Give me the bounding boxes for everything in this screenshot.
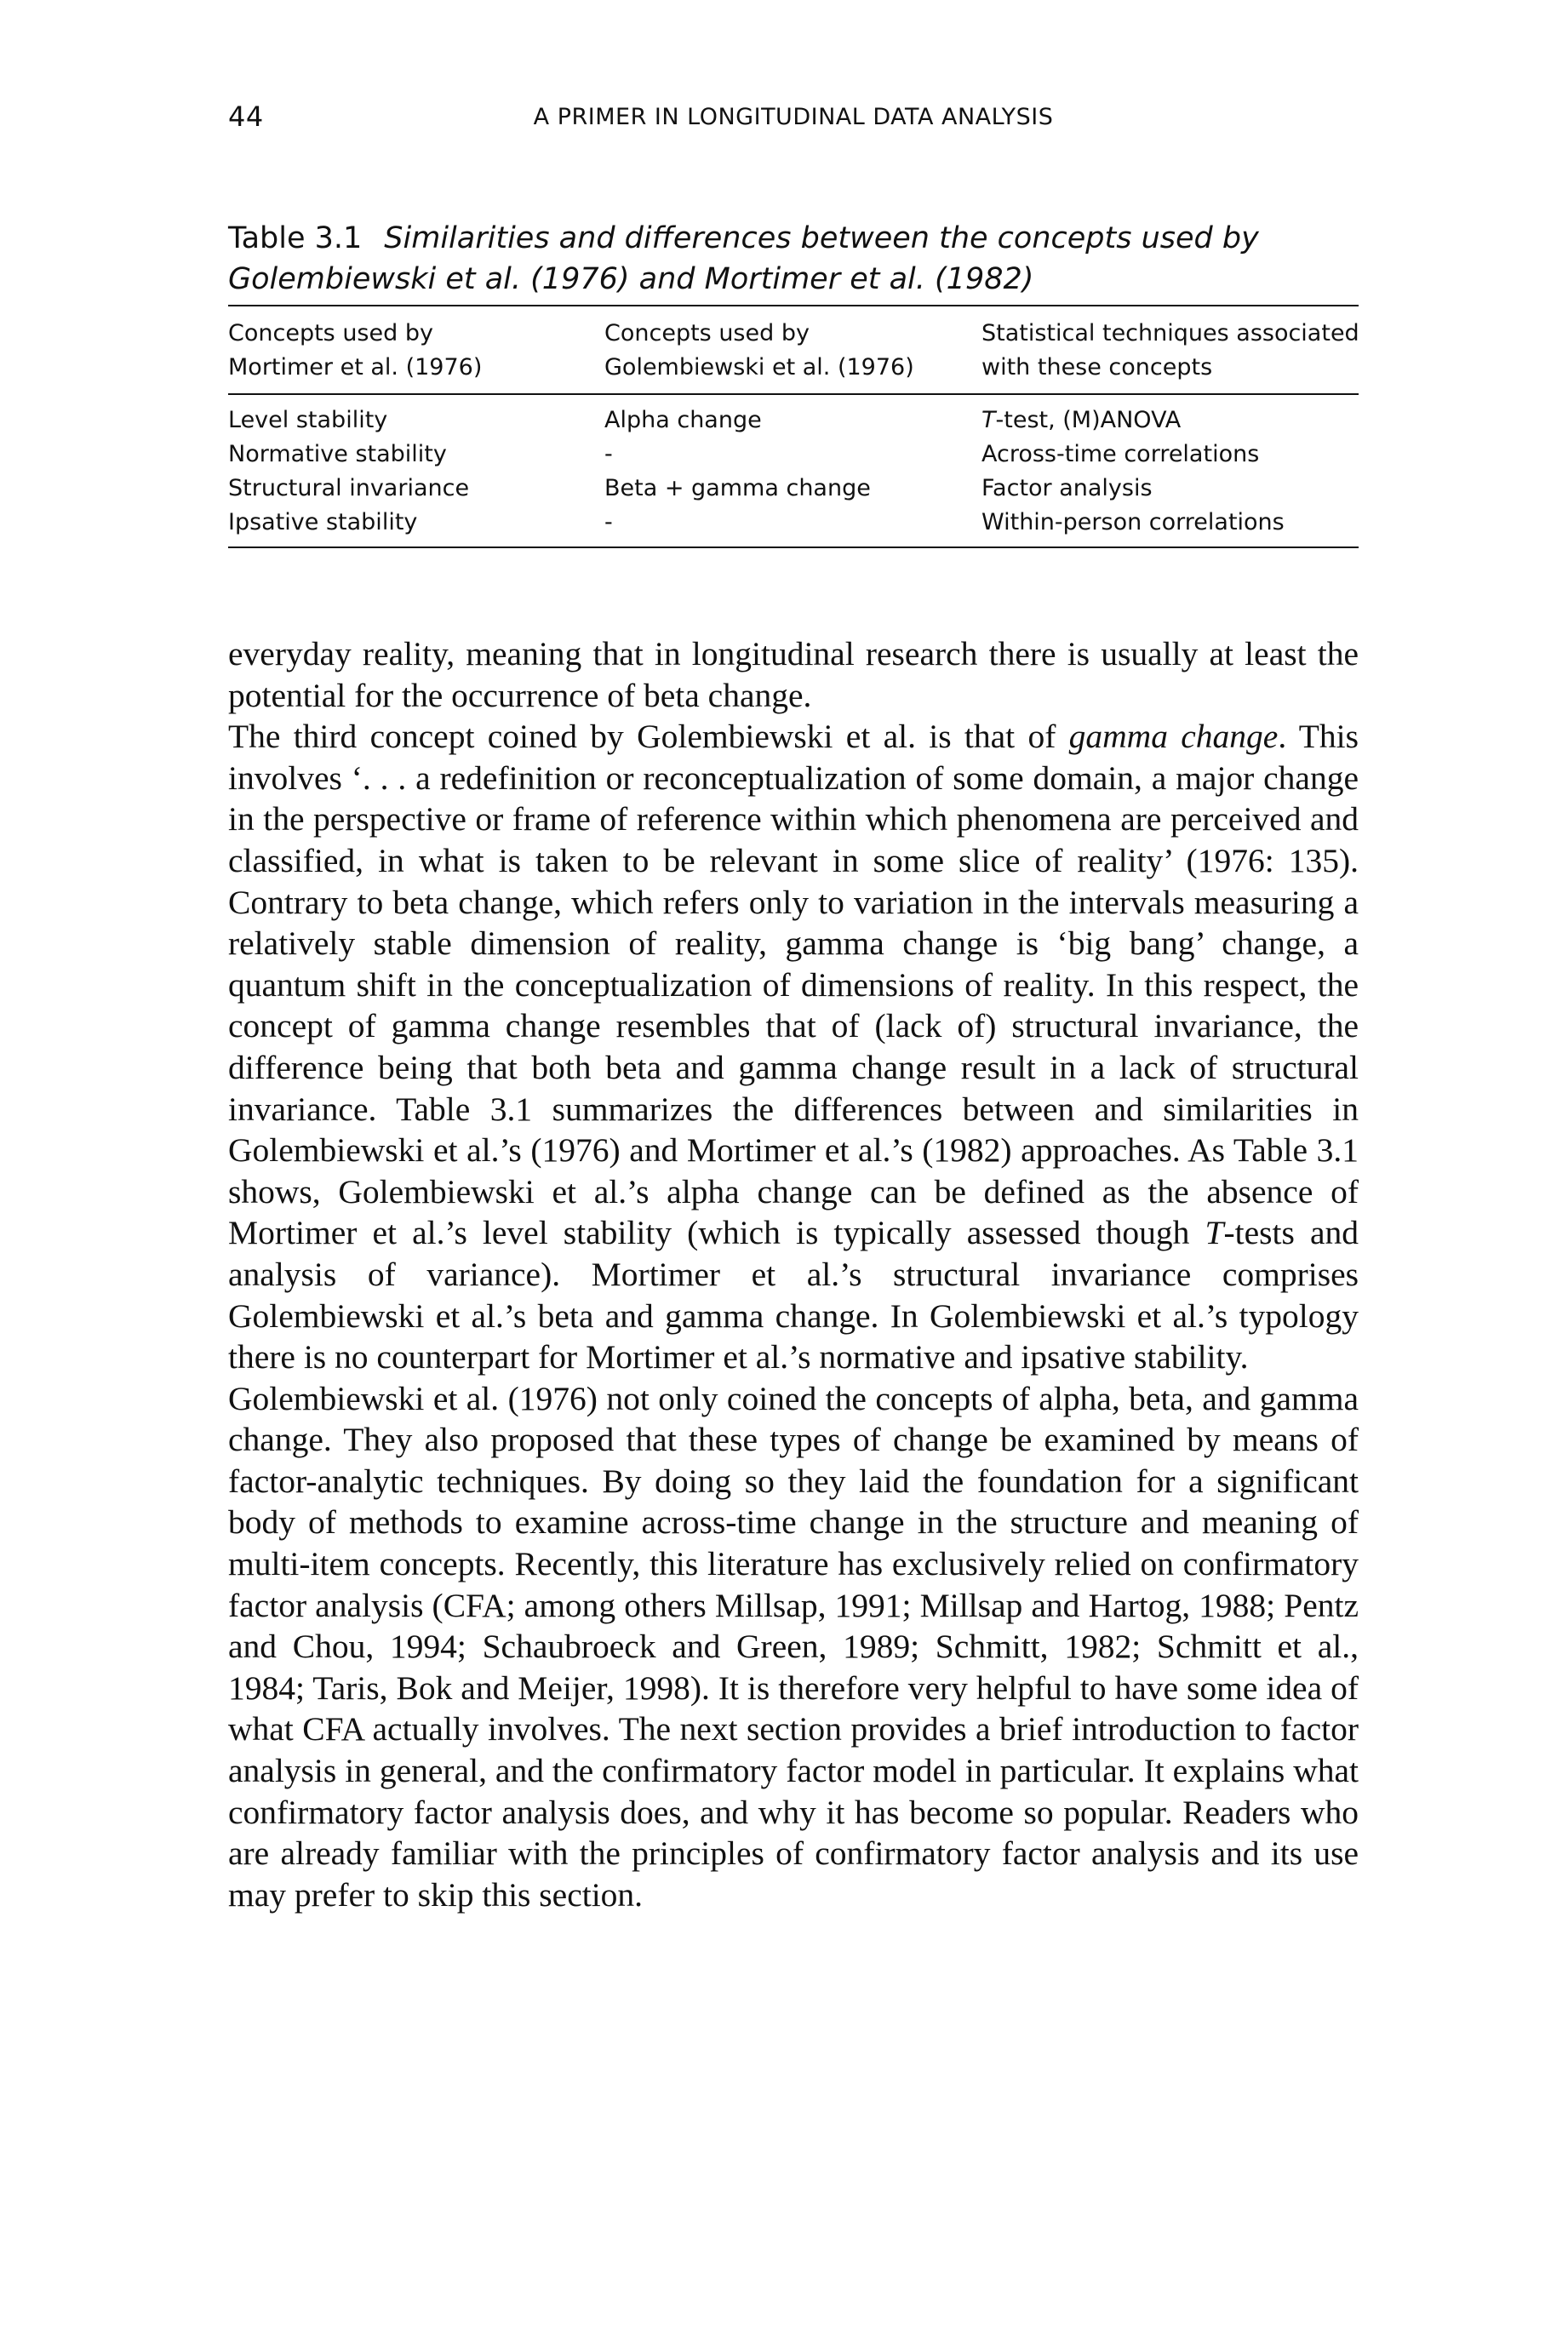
table-cell: Alpha change xyxy=(604,407,762,433)
table-cell: Across-time correlations xyxy=(981,441,1260,467)
table-row xyxy=(228,506,1359,540)
table-caption-text: Similarities and differences between the concepts used by Golembiewski et al. (1976) and Mortimer et al. (1982) xyxy=(228,221,1259,296)
table-cell: T-test, (M)ANOVA xyxy=(981,407,1182,433)
table-body xyxy=(228,395,1359,547)
table-caption-label: Table 3.1 xyxy=(228,221,363,255)
table-header xyxy=(228,306,1359,393)
table-cell: Structural invariance xyxy=(228,475,470,501)
column-header-mortimer: Concepts used by Mortimer et al. (1976) xyxy=(228,320,483,381)
paragraph-gamma-change: The third concept coined by Golembiewski et al. is that of gamma change. This involves ‘. . . a redefinition or reconceptualization of some domain, a major change in the perspective or frame of reference within which phenomena are perceived and classified, in what is taken to be relevant in some slice of reality’ (1976: 135). Contrary to beta change, which refers only to variation in the intervals measuring a relatively stable dimension of reality, gamma change is ‘big bang’ change, a quantum shift in the conceptualization of dimensions of reality. In this respect, the concept of gamma change resembles that of (lack of) structural invariance, the difference being that both beta and gamma change result in a lack of structural invariance. Table 3.1 summarizes the differences between and similarities in Golembiewski et al.’s (1976) and Mortimer et al.’s (1982) approaches. As Table 3.1 shows, Golembiewski et al.’s alpha change can be defined as the absence of Mortimer et al.’s level stability (which is typically assessed though T-tests and analysis of variance). Mortimer et al.’s structural invariance comprises Golembiewski et al.’s beta and gamma change. In Golembiewski et al.’s typology there is no counterpart for Mortimer et al.’s normative and ipsative stability. xyxy=(228,718,1359,1376)
table-cell: - xyxy=(604,441,613,467)
table-cell: Normative stability xyxy=(228,441,447,467)
table-bottom-rule xyxy=(228,547,1359,548)
table-row xyxy=(228,403,1359,438)
table-cell: Level stability xyxy=(228,407,388,433)
body-text xyxy=(228,633,1359,1915)
column-header-techniques: Statistical techniques associated with these concepts xyxy=(981,320,1359,381)
table-cell: Within-person correlations xyxy=(981,509,1285,535)
paragraph-continuation: everyday reality, meaning that in longitudinal research there is usually at least the potential for the occurrence of beta change. xyxy=(228,635,1359,714)
table-cell: Beta + gamma change xyxy=(604,475,871,501)
running-title: A PRIMER IN LONGITUDINAL DATA ANALYSIS xyxy=(533,104,1054,130)
table-caption xyxy=(228,218,1359,300)
table-cell: Ipsative stability xyxy=(228,509,418,535)
table-cell: Factor analysis xyxy=(981,475,1153,501)
table-row xyxy=(228,472,1359,506)
page-number: 44 xyxy=(228,100,264,133)
running-head xyxy=(228,100,1359,134)
comparison-table xyxy=(228,305,1359,548)
paragraph-factor-analysis: Golembiewski et al. (1976) not only coined the concepts of alpha, beta, and gamma change. They also proposed that these types of change be examined by means of factor-analytic techniques. By doing so they laid the foundation for a significant body of methods to examine across-time change in the structure and meaning of multi-item concepts. Recently, this literature has exclusively relied on confirmatory factor analysis (CFA; among others Millsap, 1991; Millsap and Hartog, 1988; Pentz and Chou, 1994; Schaubroeck and Green, 1989; Schmitt, 1982; Schmitt et al., 1984; Taris, Bok and Meijer, 1998). It is therefore very helpful to have some idea of what CFA actually involves. The next section provides a brief introduction to factor analysis in general, and the confirmatory factor model in particular. It explains what confirmatory factor analysis does, and why it has become so popular. Readers who are already familiar with the principles of confirmatory factor analysis and its use may prefer to skip this section. xyxy=(228,1379,1359,1914)
column-header-golembiewski: Concepts used by Golembiewski et al. (1976) xyxy=(604,320,914,381)
table-cell: - xyxy=(604,509,613,535)
table-row xyxy=(228,438,1359,472)
